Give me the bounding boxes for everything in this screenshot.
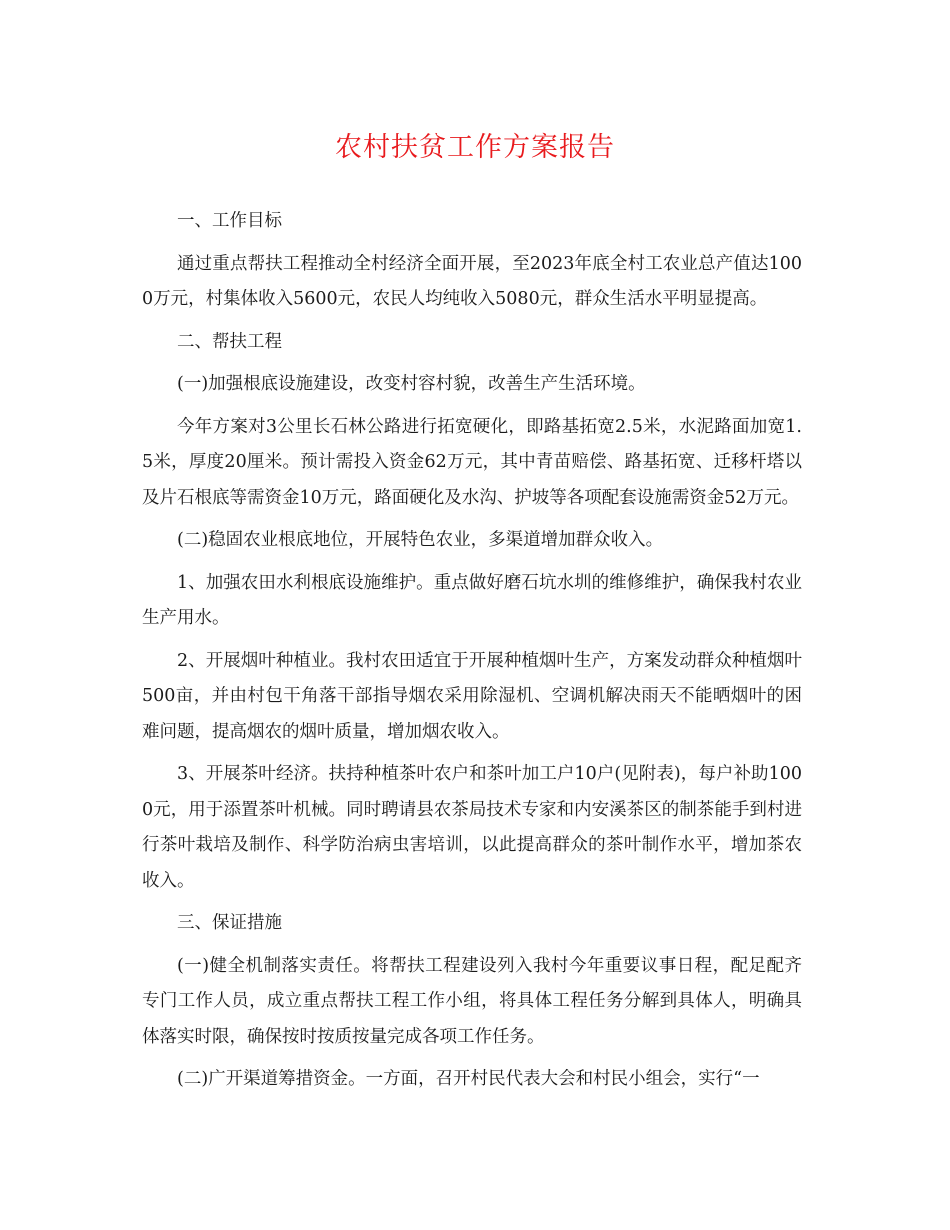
paragraph-funding: (二)广开渠道筹措资金。一方面，召开村民代表大会和村民小组会，实行“一 [177, 1069, 760, 1089]
section-heading-projects: 二、帮扶工程 [177, 331, 282, 352]
section-heading-goals: 一、工作目标 [177, 211, 282, 231]
paragraph-tobacco: 2、开展烟叶种植业。我村农田适宜于开展种植烟叶生产，方案发动群众种植烟叶500亩，并由村包干角落干部指导烟农采用除湿机、空调机解决雨天不能晒烟叶的困难问题，提高烟农的烟叶质量，增加烟农收入。 [142, 650, 802, 742]
paragraph-irrigation: 1、加强农田水利根底设施维护。重点做好磨石坑水圳的维修维护，确保我村农业生产用水。 [142, 572, 802, 628]
subheading-infrastructure: (一)加强根底设施建设，改变村容村貌，改善生产生活环境。 [177, 374, 646, 394]
section-heading-measures: 三、保证措施 [177, 913, 282, 933]
paragraph-goals: 通过重点帮扶工程推动全村经济全面开展，至2023年底全村工农业总产值达1000万元，村集体收入5600元，农民人均纯收入5080元，群众生活水平明显提高。 [142, 253, 802, 309]
paragraph-tea: 3、开展茶叶经济。扶持种植茶叶农户和茶叶加工户10户(见附表)，每户补助1000元，用于添置茶叶机械。同时聘请县农茶局技术专家和内安溪茶区的制茶能手到村进行茶叶栽培及制作、科学防治病虫害培训，以此提高群众的茶叶制作水平，增加茶农收入。 [142, 764, 802, 891]
document-body [142, 204, 802, 1105]
paragraph-responsibility: (一)健全机制落实责任。将帮扶工程建设列入我村今年重要议事日程，配足配齐专门工作人员，成立重点帮扶工程工作小组，将具体工程任务分解到具体人，明确具体落实时限，确保按时按质按量完成各项工作任务。 [142, 955, 802, 1047]
subheading-agriculture: (二)稳固农业根底地位，开展特色农业，多渠道增加群众收入。 [177, 530, 664, 550]
document-title: 农村扶贫工作方案报告 [335, 132, 615, 163]
paragraph-road-plan: 今年方案对3公里长石林公路进行拓宽硬化，即路基拓宽2.5米，水泥路面加宽1.5米，厚度20厘米。预计需投入资金62万元，其中青苗赔偿、路基拓宽、迁移杆塔以及片石根底等需资金10万元，路面硬化及水沟、护坡等各项配套设施需资金52万元。 [142, 416, 802, 508]
